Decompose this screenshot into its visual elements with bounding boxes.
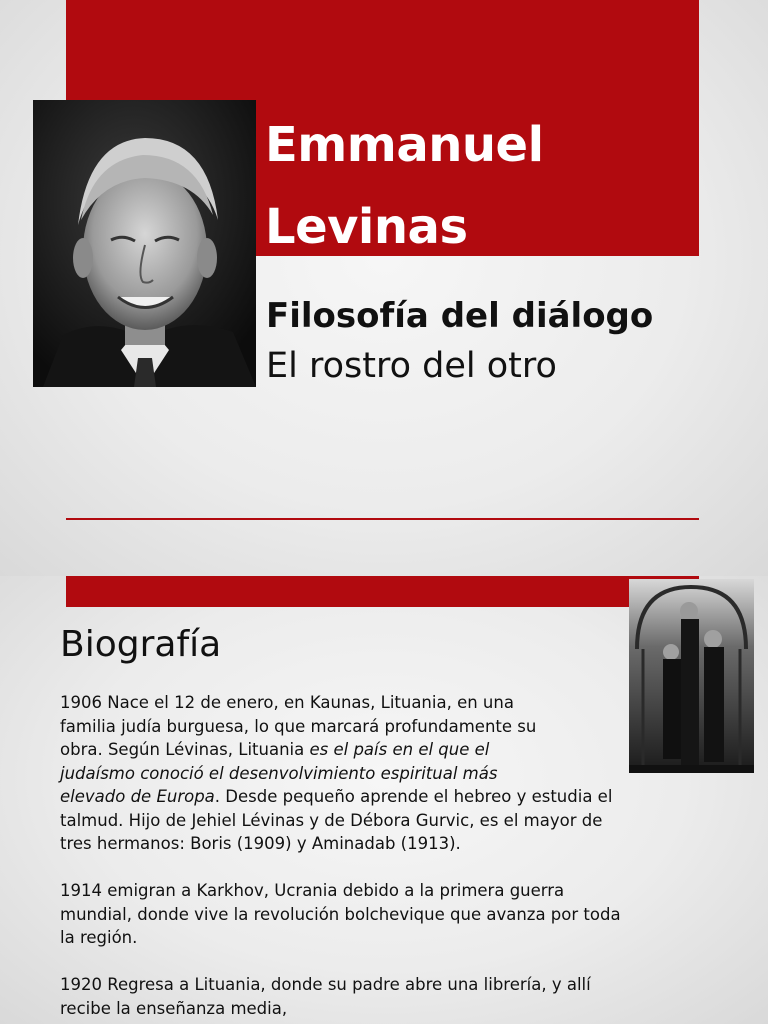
text-line: 1906 Nace el 12 de enero, en Kaunas, Lituania, en una <box>60 693 514 712</box>
divider-rule <box>66 518 699 520</box>
text-line <box>60 762 720 786</box>
text-line: recibe la enseñanza media, <box>60 998 288 1018</box>
subtitle-bold: Filosofía del diálogo <box>266 296 654 336</box>
presentation-title <box>265 104 685 268</box>
text-line <box>60 738 720 762</box>
italic-quote: es el país en el que el <box>309 740 490 759</box>
text-line <box>60 785 720 809</box>
biography-text <box>60 691 720 1024</box>
paragraph-1906 <box>60 691 720 856</box>
text-line: mundial, donde vive la revolución bolchevique que avanza por toda <box>60 904 621 924</box>
text-line: tres hermanos: Boris (1909) y Aminadab (1913). <box>60 834 461 853</box>
paragraph-1920 <box>60 973 720 1020</box>
text-line: 1914 emigran a Karkhov, Ucrania debido a la primera guerra <box>60 881 565 900</box>
text-line: la región. <box>60 928 138 947</box>
italic-quote: judaísmo conoció el desenvolvimiento espiritual más <box>60 763 498 783</box>
subtitle: El rostro del otro <box>266 346 557 386</box>
biography-slide <box>0 576 768 1024</box>
title-line-1: Emmanuel <box>265 117 544 173</box>
portrait-photo <box>33 100 256 387</box>
top-band <box>66 576 699 607</box>
text-line: 1920 Regresa a Lituania, donde su padre abre una librería, y allí <box>60 975 591 994</box>
text-line: familia judía burguesa, lo que marcará profundamente su <box>60 716 537 736</box>
text-segment: . Desde pequeño aprende el hebreo y estudia el <box>214 787 613 806</box>
text-line: talmud. Hijo de Jehiel Lévinas y de Débora Gurvic, es el mayor de <box>60 810 603 830</box>
text-segment: obra. Según Lévinas, Lituania <box>60 740 310 759</box>
title-line-2: Levinas <box>265 199 468 255</box>
italic-quote: elevado de Europa <box>60 787 215 806</box>
paragraph-1914 <box>60 879 720 950</box>
section-heading: Biografía <box>60 624 222 665</box>
